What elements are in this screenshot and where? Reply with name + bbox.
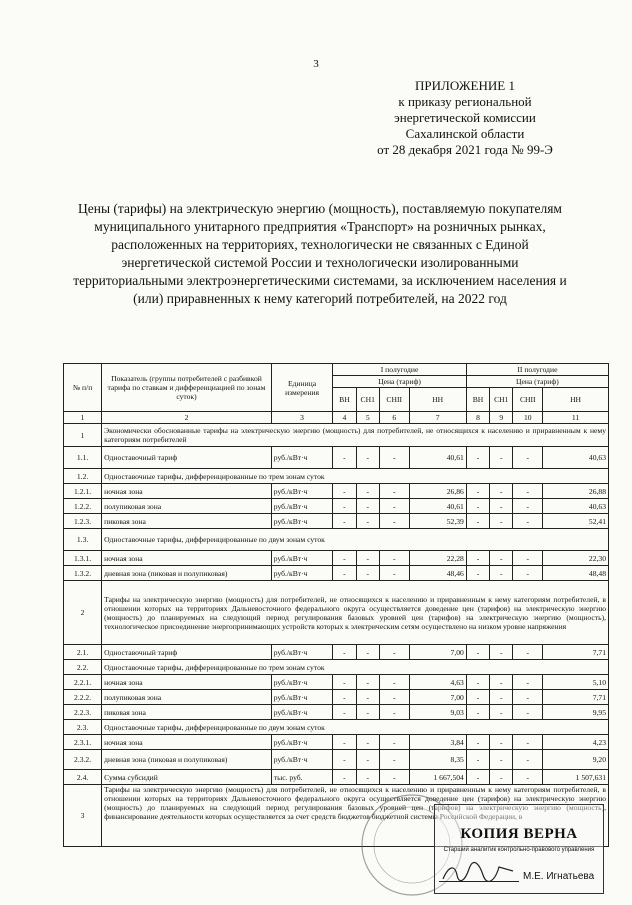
cell-dash: - xyxy=(333,484,356,499)
cell-dash: - xyxy=(466,690,489,705)
cell-dash: - xyxy=(466,735,489,750)
cell-dash: - xyxy=(490,566,513,581)
cell-value: 9,20 xyxy=(543,750,609,770)
cell-dash: - xyxy=(379,675,409,690)
row-unit: руб./кВт·ч xyxy=(271,499,332,514)
table-row xyxy=(64,514,609,529)
cell-dash: - xyxy=(356,499,379,514)
row-label: Сумма субсидий xyxy=(102,770,272,785)
row-label: пиковая зона xyxy=(102,705,272,720)
cell-dash: - xyxy=(490,551,513,566)
row-unit: руб./кВт·ч xyxy=(271,705,332,720)
row-num: 1.3.2. xyxy=(64,566,102,581)
table-row xyxy=(64,660,609,675)
row-label: Одноставочный тариф xyxy=(102,645,272,660)
cell-value: 3,84 xyxy=(409,735,466,750)
table-row xyxy=(64,499,609,514)
table-row xyxy=(64,581,609,645)
cell-dash: - xyxy=(356,675,379,690)
cell-dash: - xyxy=(379,705,409,720)
cell-dash: - xyxy=(356,447,379,469)
cell-dash: - xyxy=(513,675,543,690)
cell-value: 26,88 xyxy=(543,484,609,499)
appendix-line: Сахалинской области xyxy=(405,126,525,141)
cell-dash: - xyxy=(490,705,513,720)
cell-dash: - xyxy=(379,499,409,514)
cell-dash: - xyxy=(490,514,513,529)
col-number: 9 xyxy=(490,412,513,424)
cell-dash: - xyxy=(490,645,513,660)
cell-dash: - xyxy=(333,447,356,469)
cell-dash: - xyxy=(490,750,513,770)
cell-dash: - xyxy=(513,566,543,581)
cell-dash: - xyxy=(490,675,513,690)
header-indicator: Показатель (группы потребителей с разбивкой тарифа по ставкам и дифференциацией по зонам суток) xyxy=(102,364,272,412)
row-num: 2.3.2. xyxy=(64,750,102,770)
cell-dash: - xyxy=(490,735,513,750)
stamp-position: Старший аналитик контрольно-правового управления xyxy=(443,847,595,853)
row-num: 2.4. xyxy=(64,770,102,785)
row-label: ночная зона xyxy=(102,551,272,566)
cell-dash: - xyxy=(513,447,543,469)
subsection-title: Одноставочные тарифы, дифференцированные по двум зонам суток xyxy=(102,720,609,735)
cell-dash: - xyxy=(466,675,489,690)
row-num: 2.1. xyxy=(64,645,102,660)
row-label: Одноставочный тариф xyxy=(102,447,272,469)
page-number: 3 xyxy=(313,58,319,70)
section-title: Экономически обоснованные тарифы на электрическую энергию (мощность) для потребителей, не относящихся к населению и приравненным к нему категориям потребителей xyxy=(102,424,609,447)
cell-dash: - xyxy=(379,770,409,785)
cell-value: 7,00 xyxy=(409,690,466,705)
row-num: 2.2.1. xyxy=(64,675,102,690)
cell-dash: - xyxy=(466,447,489,469)
table-row xyxy=(64,720,609,735)
row-num: 1.2. xyxy=(64,469,102,484)
row-num: 2.3. xyxy=(64,720,102,735)
cell-dash: - xyxy=(356,705,379,720)
cell-dash: - xyxy=(466,514,489,529)
cell-dash: - xyxy=(466,551,489,566)
row-unit: руб./кВт·ч xyxy=(271,750,332,770)
cell-dash: - xyxy=(356,690,379,705)
cell-dash: - xyxy=(356,566,379,581)
header-level: СН1 xyxy=(490,388,513,412)
cell-dash: - xyxy=(379,566,409,581)
cell-dash: - xyxy=(513,750,543,770)
col-number: 5 xyxy=(356,412,379,424)
col-number: 6 xyxy=(379,412,409,424)
cell-dash: - xyxy=(379,484,409,499)
cell-dash: - xyxy=(490,499,513,514)
row-num: 1.2.3. xyxy=(64,514,102,529)
cell-value: 48,46 xyxy=(409,566,466,581)
cell-dash: - xyxy=(490,770,513,785)
cell-value: 4,23 xyxy=(543,735,609,750)
row-unit: руб./кВт·ч xyxy=(271,675,332,690)
row-unit: руб./кВт·ч xyxy=(271,447,332,469)
row-num: 1.2.1. xyxy=(64,484,102,499)
cell-value: 40,63 xyxy=(543,447,609,469)
header-level: СНII xyxy=(513,388,543,412)
cell-dash: - xyxy=(333,735,356,750)
col-number: 4 xyxy=(333,412,356,424)
cell-dash: - xyxy=(379,690,409,705)
header-level: СНII xyxy=(379,388,409,412)
row-num: 3 xyxy=(64,785,102,847)
cell-dash: - xyxy=(513,690,543,705)
cell-dash: - xyxy=(333,514,356,529)
cell-dash: - xyxy=(356,645,379,660)
header-level: СН1 xyxy=(356,388,379,412)
row-num: 1.1. xyxy=(64,447,102,469)
header-price-2: Цена (тариф) xyxy=(466,376,608,388)
row-unit: руб./кВт·ч xyxy=(271,566,332,581)
row-num: 1.3. xyxy=(64,529,102,551)
row-label: дневная зона (пиковая и полупиковая) xyxy=(102,566,272,581)
table-row xyxy=(64,447,609,469)
stamp-signature-line xyxy=(439,871,599,882)
cell-dash: - xyxy=(513,499,543,514)
subsection-title: Одноставочные тарифы, дифференцированные по двум зонам суток xyxy=(102,529,609,551)
header-level: ВН xyxy=(466,388,489,412)
cell-value: 9,95 xyxy=(543,705,609,720)
cell-dash: - xyxy=(466,645,489,660)
cell-dash: - xyxy=(333,675,356,690)
header-half2: II полугодие xyxy=(466,364,608,376)
cell-dash: - xyxy=(466,499,489,514)
row-unit: руб./кВт·ч xyxy=(271,690,332,705)
col-number: 8 xyxy=(466,412,489,424)
document-title: Цены (тарифы) на электрическую энергию (мощность), поставляемую покупателям муниципального унитарного предприятия «Транспорт» на розничных рынках, расположенных на территориях, технологически не связанных с Единой энергетической системой России и технологически изолированными территориальными электроэнергетическими системами, за исключением населения и (или) приравненных к нему категорий потребителей, на 2022 год xyxy=(73,201,567,306)
col-number: 2 xyxy=(102,412,272,424)
cell-value: 48,48 xyxy=(543,566,609,581)
cell-value: 22,28 xyxy=(409,551,466,566)
header-unit: Единица измерения xyxy=(271,364,332,412)
table-row xyxy=(64,690,609,705)
table-row xyxy=(64,770,609,785)
cell-value: 22,30 xyxy=(543,551,609,566)
cell-dash: - xyxy=(356,770,379,785)
row-unit: руб./кВт·ч xyxy=(271,735,332,750)
table-row xyxy=(64,566,609,581)
cell-value: 4,63 xyxy=(409,675,466,690)
copy-certified-stamp xyxy=(434,804,604,894)
col-number: 10 xyxy=(513,412,543,424)
cell-dash: - xyxy=(379,551,409,566)
header-price-1: Цена (тариф) xyxy=(333,376,467,388)
cell-dash: - xyxy=(490,690,513,705)
row-label: ночная зона xyxy=(102,484,272,499)
row-unit: руб./кВт·ч xyxy=(271,551,332,566)
col-number: 3 xyxy=(271,412,332,424)
cell-value: 52,41 xyxy=(543,514,609,529)
header-num: № п/п xyxy=(64,364,102,412)
table-row xyxy=(64,551,609,566)
cell-value: 40,61 xyxy=(409,499,466,514)
header-half1: I полугодие xyxy=(333,364,467,376)
cell-dash: - xyxy=(490,484,513,499)
cell-dash: - xyxy=(466,750,489,770)
cell-value: 40,63 xyxy=(543,499,609,514)
cell-value: 52,39 xyxy=(409,514,466,529)
cell-dash: - xyxy=(466,566,489,581)
table-row xyxy=(64,645,609,660)
cell-value: 7,00 xyxy=(409,645,466,660)
col-number: 1 xyxy=(64,412,102,424)
subsection-title: Одноставочные тарифы, дифференцированные по трем зонам суток xyxy=(102,660,609,675)
cell-value: 1 667,504 xyxy=(409,770,466,785)
cell-dash: - xyxy=(379,447,409,469)
table-row xyxy=(64,750,609,770)
cell-dash: - xyxy=(379,735,409,750)
row-unit: руб./кВт·ч xyxy=(271,645,332,660)
cell-dash: - xyxy=(333,705,356,720)
cell-dash: - xyxy=(356,551,379,566)
cell-dash: - xyxy=(356,750,379,770)
cell-dash: - xyxy=(333,690,356,705)
row-num: 1.2.2. xyxy=(64,499,102,514)
col-number: 7 xyxy=(409,412,466,424)
appendix-line: от 28 декабря 2021 года № 99-Э xyxy=(377,142,553,157)
cell-dash: - xyxy=(466,705,489,720)
signature-scribble-icon xyxy=(439,861,519,883)
section-title: Тарифы на электрическую энергию (мощность) для потребителей, не относящихся к населению и приравненным к нему категориям потребителей, в отношении которых на территориях Дальневосточного федерального округа осуществляется доведение цен (тарифов) на электрическую энергию (мощность) до планируемых на следующий период регулирования базовых уровней цен (тарифов) на электрическую энергию (мощность), финансирование деятельности которых осуществляется за счет средств бюджетов бюджетной системы Российской Федерации, в xyxy=(102,785,609,847)
row-num: 2.2.2. xyxy=(64,690,102,705)
cell-value: 40,61 xyxy=(409,447,466,469)
cell-dash: - xyxy=(356,735,379,750)
table-row xyxy=(64,424,609,447)
cell-dash: - xyxy=(333,551,356,566)
row-label: полупиковая зона xyxy=(102,690,272,705)
tariff-table xyxy=(63,363,609,847)
col-number: 11 xyxy=(543,412,609,424)
table-row xyxy=(64,529,609,551)
cell-dash: - xyxy=(379,514,409,529)
appendix-line: энергетической комиссии xyxy=(394,110,536,125)
cell-value: 7,71 xyxy=(543,690,609,705)
row-num: 2.3.1. xyxy=(64,735,102,750)
cell-value: 7,71 xyxy=(543,645,609,660)
table-row xyxy=(64,705,609,720)
signature xyxy=(439,871,519,882)
cell-dash: - xyxy=(356,514,379,529)
subsection-title: Одноставочные тарифы, дифференцированные по трем зонам суток xyxy=(102,469,609,484)
row-num: 1.3.1. xyxy=(64,551,102,566)
stamp-title: КОПИЯ ВЕРНА xyxy=(460,826,578,842)
table-row xyxy=(64,735,609,750)
cell-dash: - xyxy=(513,705,543,720)
row-label: ночная зона xyxy=(102,735,272,750)
row-num: 1 xyxy=(64,424,102,447)
table-row xyxy=(64,675,609,690)
row-unit: тыс. руб. xyxy=(271,770,332,785)
cell-value: 5,10 xyxy=(543,675,609,690)
signer-name: М.Е. Игнатьева xyxy=(523,871,595,882)
cell-value: 9,03 xyxy=(409,705,466,720)
appendix-line: к приказу региональной xyxy=(398,94,532,109)
cell-dash: - xyxy=(513,551,543,566)
cell-dash: - xyxy=(356,484,379,499)
header-level: НН xyxy=(409,388,466,412)
cell-dash: - xyxy=(513,645,543,660)
cell-dash: - xyxy=(513,484,543,499)
section-title: Тарифы на электрическую энергию (мощность) для потребителей, не относящихся к населению и приравненным к нему категориям потребителей, в отношении которых на территориях Дальневосточного федерального округа осуществляется доведение цен (тарифов) на электрическую энергию (мощность) до планируемых на следующий период регулирования базовых уровней цен (тарифов) на электрическую энергию (мощность), технологическое присоединение энергопринимающих устройств которых к электрическим сетям осуществлено на низком уровне напряжения xyxy=(102,581,609,645)
row-label: дневная зона (пиковая и полупиковая) xyxy=(102,750,272,770)
appendix-header xyxy=(360,78,570,158)
row-label: ночная зона xyxy=(102,675,272,690)
cell-dash: - xyxy=(490,447,513,469)
cell-dash: - xyxy=(333,645,356,660)
cell-dash: - xyxy=(513,770,543,785)
row-unit: руб./кВт·ч xyxy=(271,514,332,529)
cell-dash: - xyxy=(333,770,356,785)
cell-value: 8,35 xyxy=(409,750,466,770)
cell-dash: - xyxy=(466,770,489,785)
row-unit: руб./кВт·ч xyxy=(271,484,332,499)
row-num: 2.2. xyxy=(64,660,102,675)
cell-dash: - xyxy=(333,499,356,514)
cell-dash: - xyxy=(333,566,356,581)
cell-dash: - xyxy=(379,750,409,770)
table-row xyxy=(64,469,609,484)
row-num: 2.2.3. xyxy=(64,705,102,720)
header-level: НН xyxy=(543,388,609,412)
row-label: полупиковая зона xyxy=(102,499,272,514)
header-level: ВН xyxy=(333,388,356,412)
cell-value: 1 507,631 xyxy=(543,770,609,785)
table-row xyxy=(64,484,609,499)
appendix-line: ПРИЛОЖЕНИЕ 1 xyxy=(415,78,515,93)
cell-value: 26,86 xyxy=(409,484,466,499)
cell-dash: - xyxy=(333,750,356,770)
cell-dash: - xyxy=(466,484,489,499)
row-num: 2 xyxy=(64,581,102,645)
cell-dash: - xyxy=(513,514,543,529)
row-label: пиковая зона xyxy=(102,514,272,529)
cell-dash: - xyxy=(513,735,543,750)
cell-dash: - xyxy=(379,645,409,660)
